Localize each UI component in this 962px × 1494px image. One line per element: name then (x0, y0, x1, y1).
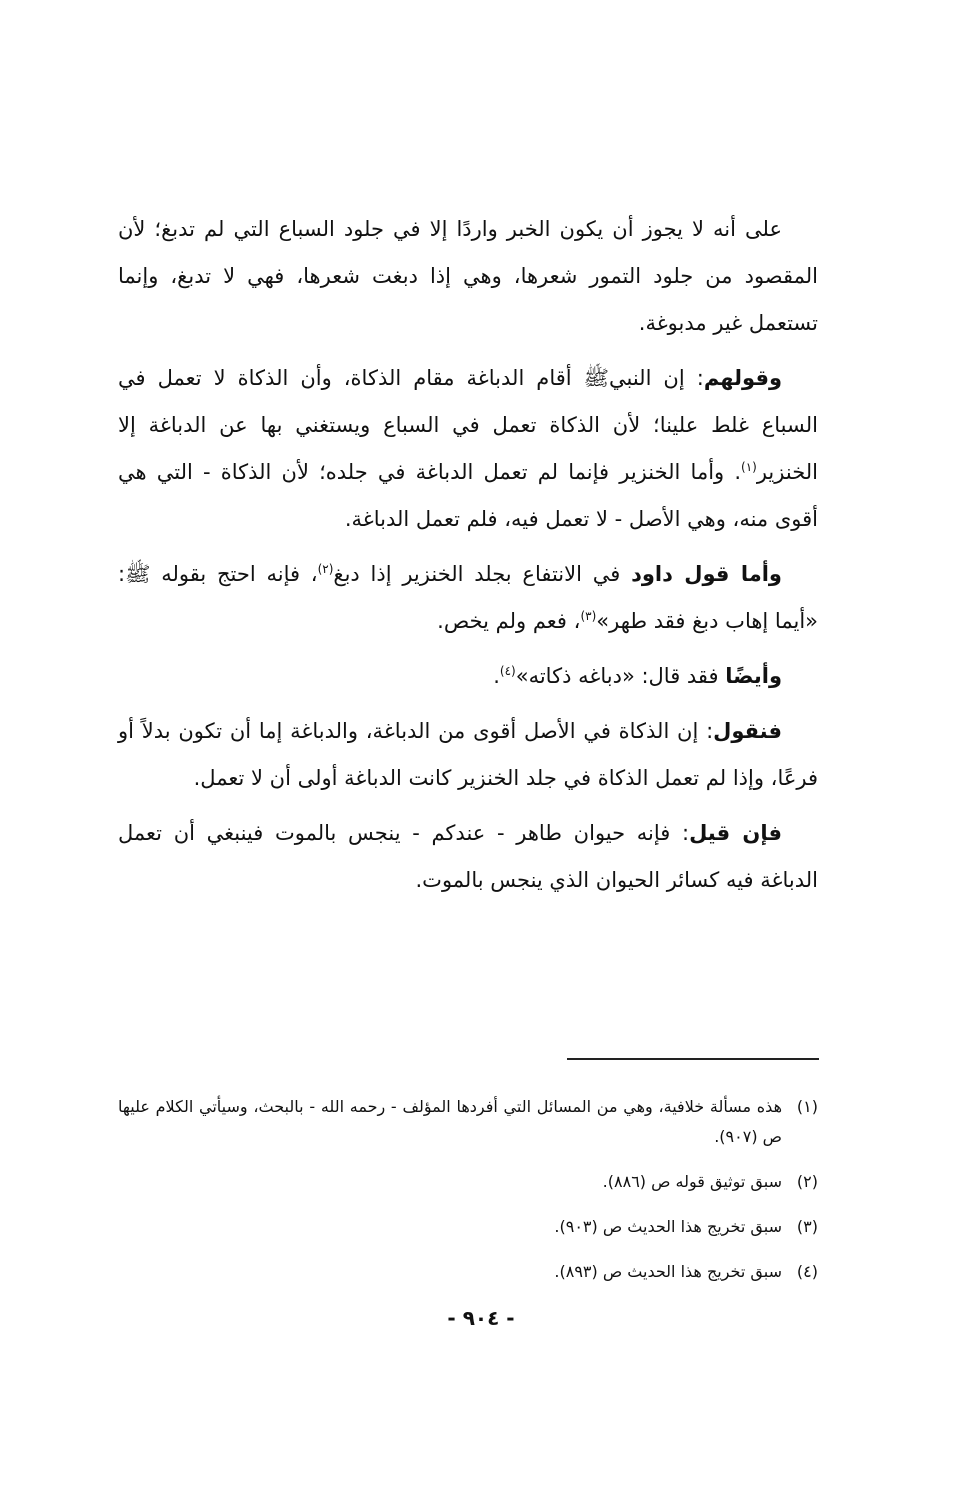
footnote-1-number: (١) (796, 1097, 818, 1116)
footnote-2-text: سبق توثيق قوله ص (٨٨٦). (602, 1172, 782, 1191)
paragraph-2-text-b: . وأما الخنزير فإنما لم تعمل الدباغة في جلده؛ لأن الذكاة - التي هي أقوى منه، وهي الأصل - لا تعمل فيه، فلم تعمل الدباغة. (118, 460, 818, 531)
footnote-divider (567, 1058, 819, 1060)
footnote-3-text: سبق تخريج هذا الحديث ص (٩٠٣). (554, 1217, 782, 1236)
paragraph-4-lead: وأيضًا (725, 664, 782, 688)
paragraph-5 (118, 708, 818, 802)
footnote-1-text: هذه مسألة خلافية، وهي من المسائل التي أفردها المؤلف - رحمه الله - بالبحث، وسيأتي الكلام عليها ص (٩٠٧). (118, 1097, 782, 1146)
paragraph-2-text-a: : إن النبيﷺ أقام الدباغة مقام الذكاة، وأن الذكاة لا تعمل في السباع غلط علينا؛ لأن الذكاة تعمل في السباع ويستغني بها عن الدباغة إلا الخنزير (118, 366, 818, 484)
main-text (118, 206, 818, 912)
paragraph-2-lead: وقولهم (703, 366, 782, 390)
footnote-4 (118, 1257, 818, 1287)
footnote-3-number: (٣) (796, 1217, 818, 1236)
paragraph-6-text: : فإنه حيوان طاهر - عندكم - ينجس بالموت فينبغي أن تعمل الدباغة فيه كسائر الحيوان الذي ينجس بالموت. (118, 821, 818, 892)
paragraph-3 (118, 551, 818, 645)
footnote-4-number: (٤) (796, 1262, 818, 1281)
footnotes (118, 1092, 818, 1302)
paragraph-5-lead: فنقول (713, 719, 782, 743)
footnote-ref-2: (٢) (317, 562, 334, 576)
footnote-2 (118, 1167, 818, 1197)
paragraph-4-text-a: فقد قال: «دباغه ذكاته» (515, 664, 726, 688)
paragraph-3-text-b: ، فإنه احتج بقوله ﷺ: «أيما إهاب دبغ فقد طهر» (118, 562, 818, 633)
footnote-1 (118, 1092, 818, 1152)
page-number: - ٩٠٤ - (447, 1306, 515, 1330)
paragraph-6-lead: فإن قيل (689, 821, 782, 845)
paragraph-1-text: على أنه لا يجوز أن يكون الخبر واردًا إلا في جلود السباع التي لم تدبغ؛ لأن المقصود من جلود التمور شعرها، وهي إذا دبغت شعرها، فهي لا تدبغ، وإنما تستعمل غير مدبوغة. (118, 217, 818, 335)
paragraph-2 (118, 355, 818, 543)
paragraph-6 (118, 810, 818, 904)
footnote-ref-1: (١) (741, 460, 757, 474)
paragraph-4 (118, 653, 818, 700)
footnote-4-text: سبق تخريج هذا الحديث ص (٨٩٣). (554, 1262, 782, 1281)
paragraph-5-text: : إن الذكاة في الأصل أقوى من الدباغة، والدباغة إما أن تكون بدلاً أو فرعًا، وإذا لم تعمل الذكاة في جلد الخنزير كانت الدباغة أولى أن لا تعمل. (118, 719, 818, 790)
paragraph-1 (118, 206, 818, 347)
paragraph-3-text-a: في الانتفاع بجلد الخنزير إذا دبغ (333, 562, 632, 586)
paragraph-3-text-c: ، فعم ولم يخص. (437, 609, 581, 633)
footnote-3 (118, 1212, 818, 1242)
paragraph-3-lead: وأما قول داود (631, 562, 782, 586)
footnote-2-number: (٢) (796, 1172, 818, 1191)
paragraph-4-text-b: . (493, 664, 500, 688)
footnote-ref-3: (٣) (580, 609, 597, 623)
footnote-ref-4: (٤) (499, 664, 516, 678)
